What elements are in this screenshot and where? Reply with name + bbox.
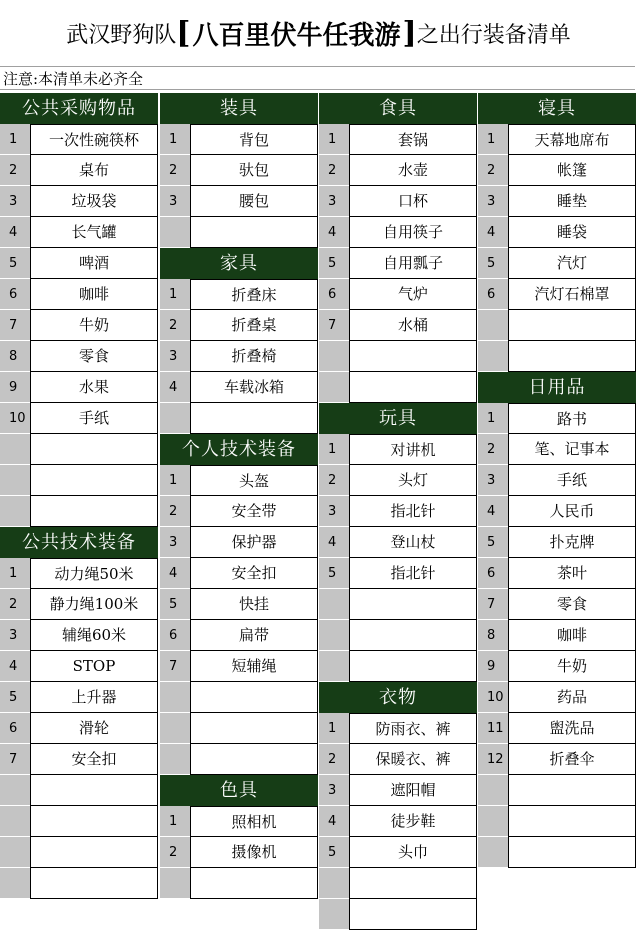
item-name xyxy=(508,341,636,372)
list-item xyxy=(478,186,636,217)
category-header: 家具 xyxy=(160,248,318,279)
item-number xyxy=(319,372,349,403)
list-item xyxy=(319,620,477,651)
list-item xyxy=(319,434,477,465)
list-item xyxy=(319,589,477,620)
item-number xyxy=(0,434,30,465)
list-item xyxy=(160,496,318,527)
item-number xyxy=(319,899,349,930)
item-name xyxy=(508,806,636,837)
item-number: 6 xyxy=(160,620,190,651)
item-name xyxy=(30,837,158,868)
item-number xyxy=(319,651,349,682)
list-item xyxy=(478,496,636,527)
item-number: 4 xyxy=(160,558,190,589)
list-item xyxy=(0,279,158,310)
item-number: 2 xyxy=(478,155,508,186)
item-name: 茶叶 xyxy=(508,558,636,589)
item-number: 1 xyxy=(0,124,30,155)
item-number xyxy=(160,744,190,775)
list-item xyxy=(160,217,318,248)
item-name: 安全扣 xyxy=(190,558,318,589)
item-name: 指北针 xyxy=(349,558,477,589)
item-number xyxy=(319,868,349,899)
list-item xyxy=(0,248,158,279)
item-number: 3 xyxy=(319,186,349,217)
item-name: 汽灯石棉罩 xyxy=(508,279,636,310)
item-name: 折叠椅 xyxy=(190,341,318,372)
item-number: 7 xyxy=(0,744,30,775)
list-item xyxy=(319,775,477,806)
item-number: 7 xyxy=(478,589,508,620)
item-number: 8 xyxy=(478,620,508,651)
item-number: 4 xyxy=(478,217,508,248)
list-item xyxy=(319,372,477,403)
list-item xyxy=(160,403,318,434)
item-number xyxy=(319,620,349,651)
item-number: 2 xyxy=(319,744,349,775)
item-number: 9 xyxy=(0,372,30,403)
item-number: 12 xyxy=(478,744,508,775)
list-item xyxy=(319,713,477,744)
item-name xyxy=(190,744,318,775)
list-item xyxy=(478,465,636,496)
item-number: 2 xyxy=(160,496,190,527)
item-number: 4 xyxy=(160,372,190,403)
list-item xyxy=(319,527,477,558)
item-name xyxy=(349,868,477,899)
item-name xyxy=(30,496,158,527)
item-name: 驮包 xyxy=(190,155,318,186)
item-number: 11 xyxy=(478,713,508,744)
item-name: 睡垫 xyxy=(508,186,636,217)
item-number xyxy=(0,465,30,496)
item-name: 牛奶 xyxy=(508,651,636,682)
list-item xyxy=(478,806,636,837)
item-number: 1 xyxy=(160,124,190,155)
item-name: 快挂 xyxy=(190,589,318,620)
item-name: 水果 xyxy=(30,372,158,403)
item-name: 徒步鞋 xyxy=(349,806,477,837)
list-item xyxy=(319,558,477,589)
item-number xyxy=(319,589,349,620)
list-item xyxy=(478,744,636,775)
item-name: 咖啡 xyxy=(30,279,158,310)
item-name: 套锅 xyxy=(349,124,477,155)
item-number: 6 xyxy=(319,279,349,310)
item-name: 保护器 xyxy=(190,527,318,558)
item-number xyxy=(160,713,190,744)
item-number: 10 xyxy=(0,403,30,434)
list-item xyxy=(0,806,158,837)
category-header: 寝具 xyxy=(478,93,636,124)
item-name: 辅绳60米 xyxy=(30,620,158,651)
list-item xyxy=(160,372,318,403)
item-number: 4 xyxy=(0,651,30,682)
list-item xyxy=(319,310,477,341)
item-number: 3 xyxy=(319,775,349,806)
list-item xyxy=(319,496,477,527)
list-item xyxy=(319,341,477,372)
item-name: 水桶 xyxy=(349,310,477,341)
list-item xyxy=(478,558,636,589)
list-item xyxy=(478,248,636,279)
item-number xyxy=(0,806,30,837)
item-name xyxy=(30,465,158,496)
item-number: 1 xyxy=(160,806,190,837)
item-number xyxy=(478,775,508,806)
item-name: 睡袋 xyxy=(508,217,636,248)
list-item xyxy=(160,682,318,713)
item-name: 头巾 xyxy=(349,837,477,868)
item-number xyxy=(160,403,190,434)
item-number: 2 xyxy=(0,155,30,186)
item-name: 短辅绳 xyxy=(190,651,318,682)
category-header: 个人技术装备 xyxy=(160,434,318,465)
list-item xyxy=(319,124,477,155)
list-item xyxy=(478,434,636,465)
item-name: 帐篷 xyxy=(508,155,636,186)
category-header: 公共技术装备 xyxy=(0,527,158,558)
list-item xyxy=(319,744,477,775)
item-number: 6 xyxy=(478,279,508,310)
item-name: 路书 xyxy=(508,403,636,434)
list-item xyxy=(319,837,477,868)
item-name: 啤酒 xyxy=(30,248,158,279)
category-header: 色具 xyxy=(160,775,318,806)
item-name: 腰包 xyxy=(190,186,318,217)
item-name: 牛奶 xyxy=(30,310,158,341)
item-number: 3 xyxy=(0,620,30,651)
list-item xyxy=(0,837,158,868)
item-number: 1 xyxy=(160,279,190,310)
list-item xyxy=(160,527,318,558)
item-number xyxy=(160,217,190,248)
list-item xyxy=(478,713,636,744)
item-number: 4 xyxy=(319,217,349,248)
list-item xyxy=(319,186,477,217)
list-item xyxy=(478,155,636,186)
item-number: 3 xyxy=(478,186,508,217)
item-number: 1 xyxy=(478,403,508,434)
item-number: 5 xyxy=(319,248,349,279)
list-item xyxy=(0,341,158,372)
list-item xyxy=(0,186,158,217)
item-name: 药品 xyxy=(508,682,636,713)
item-name xyxy=(30,806,158,837)
item-number: 2 xyxy=(160,155,190,186)
list-item xyxy=(0,496,158,527)
item-number xyxy=(160,682,190,713)
item-name: 自用瓢子 xyxy=(349,248,477,279)
list-item xyxy=(319,279,477,310)
list-item xyxy=(160,744,318,775)
list-item xyxy=(478,124,636,155)
list-item xyxy=(160,620,318,651)
item-name: 车载冰箱 xyxy=(190,372,318,403)
item-name: 手纸 xyxy=(30,403,158,434)
item-name: 登山杖 xyxy=(349,527,477,558)
list-item xyxy=(160,651,318,682)
item-name: 指北针 xyxy=(349,496,477,527)
item-name: 气炉 xyxy=(349,279,477,310)
list-item xyxy=(0,620,158,651)
item-name xyxy=(349,372,477,403)
item-name: 汽灯 xyxy=(508,248,636,279)
note-text: 注意:本清单未必齐全 xyxy=(0,66,635,90)
item-name: 折叠桌 xyxy=(190,310,318,341)
list-item xyxy=(0,310,158,341)
item-name xyxy=(30,775,158,806)
item-name xyxy=(349,899,477,930)
item-number: 2 xyxy=(319,465,349,496)
list-item xyxy=(478,682,636,713)
item-number: 3 xyxy=(160,341,190,372)
list-item xyxy=(478,527,636,558)
list-item xyxy=(160,341,318,372)
list-item xyxy=(0,372,158,403)
item-number: 2 xyxy=(319,155,349,186)
title-suffix: 之出行装备清单 xyxy=(416,22,571,48)
item-name xyxy=(30,434,158,465)
item-number: 7 xyxy=(319,310,349,341)
item-name: 咖啡 xyxy=(508,620,636,651)
item-name xyxy=(349,620,477,651)
item-name: 口杯 xyxy=(349,186,477,217)
list-item xyxy=(478,341,636,372)
list-item xyxy=(319,868,477,899)
item-number: 1 xyxy=(0,558,30,589)
item-name: 长气罐 xyxy=(30,217,158,248)
list-item xyxy=(160,465,318,496)
item-name: 头盔 xyxy=(190,465,318,496)
item-name: 垃圾袋 xyxy=(30,186,158,217)
item-name: 动力绳50米 xyxy=(30,558,158,589)
category-header: 食具 xyxy=(319,93,477,124)
item-number: 1 xyxy=(478,124,508,155)
list-item xyxy=(0,434,158,465)
item-number xyxy=(478,341,508,372)
item-number: 5 xyxy=(478,248,508,279)
list-item xyxy=(478,279,636,310)
item-name: 桌布 xyxy=(30,155,158,186)
item-number: 2 xyxy=(160,310,190,341)
item-name xyxy=(190,403,318,434)
category-header: 衣物 xyxy=(319,682,477,713)
item-number xyxy=(319,341,349,372)
item-number: 3 xyxy=(160,186,190,217)
item-name xyxy=(349,589,477,620)
item-number: 1 xyxy=(160,465,190,496)
list-item xyxy=(319,465,477,496)
list-item xyxy=(478,403,636,434)
list-item xyxy=(0,589,158,620)
item-name: 自用筷子 xyxy=(349,217,477,248)
list-item xyxy=(478,589,636,620)
item-number: 1 xyxy=(319,713,349,744)
category-header: 装具 xyxy=(160,93,318,124)
item-name xyxy=(190,868,318,899)
item-name: 零食 xyxy=(508,589,636,620)
item-number: 8 xyxy=(0,341,30,372)
item-number xyxy=(0,868,30,899)
item-number: 7 xyxy=(160,651,190,682)
list-item xyxy=(478,775,636,806)
list-item xyxy=(0,713,158,744)
list-item xyxy=(160,186,318,217)
item-name xyxy=(30,868,158,899)
item-number: 2 xyxy=(160,837,190,868)
item-number: 10 xyxy=(478,682,508,713)
item-name: 笔、记事本 xyxy=(508,434,636,465)
item-name: 上升器 xyxy=(30,682,158,713)
list-item xyxy=(319,217,477,248)
list-item xyxy=(160,837,318,868)
page-title xyxy=(0,0,637,66)
item-number: 3 xyxy=(478,465,508,496)
list-item xyxy=(0,403,158,434)
item-number: 3 xyxy=(160,527,190,558)
item-name xyxy=(349,341,477,372)
item-number xyxy=(0,837,30,868)
list-item xyxy=(319,899,477,930)
list-item xyxy=(319,651,477,682)
item-name: 遮阳帽 xyxy=(349,775,477,806)
item-name xyxy=(349,651,477,682)
list-item xyxy=(160,868,318,899)
list-item xyxy=(160,558,318,589)
item-number: 5 xyxy=(319,558,349,589)
item-name: 摄像机 xyxy=(190,837,318,868)
item-name: 静力绳100米 xyxy=(30,589,158,620)
list-item xyxy=(160,806,318,837)
item-name xyxy=(508,310,636,341)
item-name: 天幕地席布 xyxy=(508,124,636,155)
list-item xyxy=(0,124,158,155)
item-name: 安全扣 xyxy=(30,744,158,775)
item-number xyxy=(478,806,508,837)
list-item xyxy=(478,620,636,651)
item-number: 5 xyxy=(319,837,349,868)
category-header: 公共采购物品 xyxy=(0,93,158,124)
list-item xyxy=(0,558,158,589)
list-item xyxy=(160,310,318,341)
list-item xyxy=(160,713,318,744)
item-name: 滑轮 xyxy=(30,713,158,744)
item-name xyxy=(190,682,318,713)
item-number: 3 xyxy=(319,496,349,527)
list-item xyxy=(319,806,477,837)
item-number: 6 xyxy=(0,713,30,744)
item-name: 安全带 xyxy=(190,496,318,527)
list-item xyxy=(319,155,477,186)
item-name xyxy=(508,837,636,868)
category-header: 玩具 xyxy=(319,403,477,434)
item-name: 盥洗品 xyxy=(508,713,636,744)
item-number: 5 xyxy=(0,248,30,279)
list-item xyxy=(0,465,158,496)
title-trip-name: 八百里伏牛任我游 xyxy=(192,20,401,51)
item-number xyxy=(160,868,190,899)
item-name: 扑克牌 xyxy=(508,527,636,558)
list-item xyxy=(160,155,318,186)
item-number: 7 xyxy=(0,310,30,341)
item-name xyxy=(190,217,318,248)
list-item xyxy=(478,651,636,682)
item-name: 保暖衣、裤 xyxy=(349,744,477,775)
item-name: 防雨衣、裤 xyxy=(349,713,477,744)
list-item xyxy=(160,124,318,155)
item-number xyxy=(478,837,508,868)
item-name: 折叠伞 xyxy=(508,744,636,775)
item-number: 4 xyxy=(478,496,508,527)
list-item xyxy=(0,155,158,186)
list-item xyxy=(160,279,318,310)
item-number xyxy=(0,775,30,806)
list-item xyxy=(0,868,158,899)
item-name: 头灯 xyxy=(349,465,477,496)
title-prefix: 武汉野狗队 xyxy=(66,22,177,48)
item-number: 4 xyxy=(0,217,30,248)
item-name: 对讲机 xyxy=(349,434,477,465)
item-number xyxy=(478,310,508,341)
item-name: 扁带 xyxy=(190,620,318,651)
item-number: 2 xyxy=(0,589,30,620)
list-item xyxy=(478,837,636,868)
list-item xyxy=(0,682,158,713)
item-number: 5 xyxy=(478,527,508,558)
item-number xyxy=(0,496,30,527)
list-item xyxy=(160,589,318,620)
item-name: 人民币 xyxy=(508,496,636,527)
category-header: 日用品 xyxy=(478,372,636,403)
list-item xyxy=(0,744,158,775)
list-item xyxy=(478,310,636,341)
item-name: 背包 xyxy=(190,124,318,155)
list-item xyxy=(0,775,158,806)
item-name: 零食 xyxy=(30,341,158,372)
list-item xyxy=(319,248,477,279)
item-name xyxy=(508,775,636,806)
title-bracket-open: [ xyxy=(176,15,191,51)
list-item xyxy=(0,217,158,248)
item-number: 2 xyxy=(478,434,508,465)
item-number: 4 xyxy=(319,527,349,558)
item-name: 水壶 xyxy=(349,155,477,186)
item-number: 5 xyxy=(160,589,190,620)
item-name: 照相机 xyxy=(190,806,318,837)
item-number: 1 xyxy=(319,124,349,155)
item-number: 1 xyxy=(319,434,349,465)
item-name xyxy=(190,713,318,744)
item-name: 手纸 xyxy=(508,465,636,496)
item-number: 5 xyxy=(0,682,30,713)
item-number: 6 xyxy=(478,558,508,589)
item-name: STOP xyxy=(30,651,158,682)
list-item xyxy=(0,651,158,682)
item-number: 6 xyxy=(0,279,30,310)
item-name: 一次性碗筷杯 xyxy=(30,124,158,155)
item-number: 9 xyxy=(478,651,508,682)
item-number: 3 xyxy=(0,186,30,217)
title-bracket-close: ] xyxy=(402,15,417,51)
item-number: 4 xyxy=(319,806,349,837)
item-name: 折叠床 xyxy=(190,279,318,310)
list-item xyxy=(478,217,636,248)
